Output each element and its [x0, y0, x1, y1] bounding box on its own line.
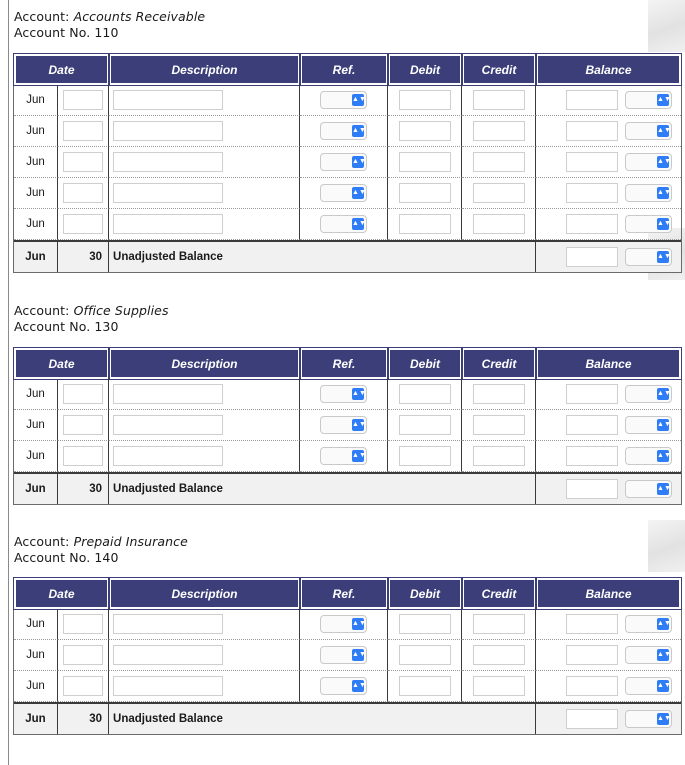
debit-input[interactable] [399, 446, 451, 466]
description-input[interactable] [113, 384, 223, 404]
total-balance-type-select[interactable] [625, 248, 672, 266]
credit-input[interactable] [473, 90, 525, 110]
balance-header: Balance [536, 578, 681, 609]
debit-header: Debit [388, 54, 462, 85]
day-input[interactable] [63, 446, 103, 466]
account-name-line [14, 303, 169, 319]
ledger-table [13, 347, 682, 505]
credit-header: Credit [462, 54, 536, 85]
total-month: Jun [14, 240, 58, 272]
account-name-line [14, 9, 205, 25]
ref-header: Ref. [300, 54, 388, 85]
background-decoration [648, 520, 685, 572]
table-row [14, 147, 681, 178]
balance-type-select[interactable] [625, 122, 672, 140]
date-header: Date [14, 348, 109, 379]
ref-select[interactable] [320, 153, 367, 171]
balance-input[interactable] [566, 676, 618, 696]
ref-select[interactable] [320, 385, 367, 403]
table-row [14, 379, 681, 410]
table-row [14, 209, 681, 240]
balance-type-select[interactable] [625, 646, 672, 664]
debit-input[interactable] [399, 90, 451, 110]
balance-input[interactable] [566, 152, 618, 172]
description-input[interactable] [113, 90, 223, 110]
chevron-updown-icon: ▲▼ [352, 218, 364, 230]
table-row [14, 116, 681, 147]
account-name: Accounts Receivable [73, 9, 206, 24]
date-header: Date [14, 54, 109, 85]
chevron-updown-icon: ▲▼ [657, 680, 669, 692]
table-row [14, 640, 681, 671]
balance-type-select[interactable] [625, 416, 672, 434]
balance-input[interactable] [566, 446, 618, 466]
ledger-header-row [14, 54, 681, 85]
month-cell: Jun [14, 671, 58, 702]
day-input[interactable] [63, 415, 103, 435]
month-cell: Jun [14, 379, 58, 410]
month-cell: Jun [14, 609, 58, 640]
balance-type-select[interactable] [625, 677, 672, 695]
chevron-updown-icon: ▲▼ [657, 713, 669, 725]
chevron-updown-icon: ▲▼ [657, 450, 669, 462]
ref-select[interactable] [320, 447, 367, 465]
chevron-updown-icon: ▲▼ [657, 388, 669, 400]
description-header: Description [109, 54, 300, 85]
credit-input[interactable] [473, 446, 525, 466]
month-cell: Jun [14, 441, 58, 472]
account-number: Account No. 110 [14, 25, 119, 40]
ref-header: Ref. [300, 348, 388, 379]
table-row [14, 178, 681, 209]
credit-header: Credit [462, 578, 536, 609]
day-input[interactable] [63, 645, 103, 665]
left-divider [8, 0, 9, 765]
credit-input[interactable] [473, 183, 525, 203]
description-input[interactable] [113, 121, 223, 141]
balance-type-select[interactable] [625, 215, 672, 233]
ledger-table [13, 577, 682, 735]
account-name: Prepaid Insurance [73, 534, 188, 549]
balance-input[interactable] [566, 614, 618, 634]
debit-input[interactable] [399, 676, 451, 696]
description-input[interactable] [113, 152, 223, 172]
ref-select[interactable] [320, 122, 367, 140]
day-input[interactable] [63, 121, 103, 141]
chevron-updown-icon: ▲▼ [657, 483, 669, 495]
ref-select[interactable] [320, 215, 367, 233]
chevron-updown-icon: ▲▼ [352, 187, 364, 199]
total-month: Jun [14, 702, 58, 734]
balance-type-select[interactable] [625, 447, 672, 465]
table-row [14, 609, 681, 640]
total-description: Unadjusted Balance [109, 240, 536, 272]
ref-select[interactable] [320, 184, 367, 202]
debit-input[interactable] [399, 183, 451, 203]
total-day: 30 [58, 702, 109, 734]
chevron-updown-icon: ▲▼ [657, 251, 669, 263]
total-description: Unadjusted Balance [109, 702, 536, 734]
chevron-updown-icon: ▲▼ [657, 419, 669, 431]
description-input[interactable] [113, 214, 223, 234]
chevron-updown-icon: ▲▼ [657, 156, 669, 168]
balance-input[interactable] [566, 415, 618, 435]
description-input[interactable] [113, 415, 223, 435]
total-balance-input[interactable] [566, 247, 618, 267]
description-input[interactable] [113, 614, 223, 634]
chevron-updown-icon: ▲▼ [352, 618, 364, 630]
account-header [14, 534, 188, 566]
month-cell: Jun [14, 116, 58, 147]
chevron-updown-icon: ▲▼ [352, 156, 364, 168]
chevron-updown-icon: ▲▼ [657, 649, 669, 661]
credit-input[interactable] [473, 676, 525, 696]
table-row [14, 671, 681, 702]
debit-input[interactable] [399, 121, 451, 141]
account-header [14, 9, 205, 41]
balance-header: Balance [536, 54, 681, 85]
account-name: Office Supplies [73, 303, 169, 318]
account-number: Account No. 130 [14, 319, 119, 334]
total-balance-input[interactable] [566, 479, 618, 499]
month-cell: Jun [14, 410, 58, 441]
total-month: Jun [14, 472, 58, 504]
account-number: Account No. 140 [14, 550, 119, 565]
day-input[interactable] [63, 183, 103, 203]
table-row [14, 441, 681, 472]
chevron-updown-icon: ▲▼ [352, 94, 364, 106]
ref-select[interactable] [320, 646, 367, 664]
chevron-updown-icon: ▲▼ [352, 419, 364, 431]
description-input[interactable] [113, 183, 223, 203]
total-balance-type-select[interactable] [625, 480, 672, 498]
chevron-updown-icon: ▲▼ [657, 94, 669, 106]
account-label: Account: [14, 9, 74, 24]
debit-input[interactable] [399, 614, 451, 634]
credit-input[interactable] [473, 645, 525, 665]
month-cell: Jun [14, 85, 58, 116]
debit-input[interactable] [399, 384, 451, 404]
total-row [14, 472, 681, 504]
balance-input[interactable] [566, 90, 618, 110]
description-header: Description [109, 578, 300, 609]
balance-input[interactable] [566, 384, 618, 404]
day-input[interactable] [63, 384, 103, 404]
total-balance-input[interactable] [566, 709, 618, 729]
balance-input[interactable] [566, 183, 618, 203]
table-row [14, 85, 681, 116]
debit-input[interactable] [399, 645, 451, 665]
chevron-updown-icon: ▲▼ [352, 450, 364, 462]
balance-type-select[interactable] [625, 184, 672, 202]
ref-header: Ref. [300, 578, 388, 609]
credit-input[interactable] [473, 152, 525, 172]
total-description: Unadjusted Balance [109, 472, 536, 504]
month-cell: Jun [14, 209, 58, 240]
description-header: Description [109, 348, 300, 379]
credit-input[interactable] [473, 214, 525, 234]
balance-type-select[interactable] [625, 385, 672, 403]
balance-input[interactable] [566, 121, 618, 141]
ref-select[interactable] [320, 91, 367, 109]
chevron-updown-icon: ▲▼ [352, 680, 364, 692]
total-row [14, 702, 681, 734]
balance-input[interactable] [566, 645, 618, 665]
account-header [14, 303, 169, 335]
chevron-updown-icon: ▲▼ [657, 618, 669, 630]
ledger-table [13, 53, 682, 273]
account-label: Account: [14, 534, 74, 549]
table-row [14, 410, 681, 441]
day-input[interactable] [63, 214, 103, 234]
month-cell: Jun [14, 640, 58, 671]
credit-input[interactable] [473, 384, 525, 404]
month-cell: Jun [14, 178, 58, 209]
total-balance-type-select[interactable] [625, 710, 672, 728]
credit-input[interactable] [473, 614, 525, 634]
account-label: Account: [14, 303, 74, 318]
debit-header: Debit [388, 348, 462, 379]
month-cell: Jun [14, 147, 58, 178]
balance-type-select[interactable] [625, 153, 672, 171]
total-day: 30 [58, 472, 109, 504]
account-name-line [14, 534, 188, 550]
balance-header: Balance [536, 348, 681, 379]
chevron-updown-icon: ▲▼ [657, 125, 669, 137]
chevron-updown-icon: ▲▼ [352, 649, 364, 661]
balance-input[interactable] [566, 214, 618, 234]
balance-type-select[interactable] [625, 91, 672, 109]
chevron-updown-icon: ▲▼ [657, 187, 669, 199]
description-input[interactable] [113, 645, 223, 665]
chevron-updown-icon: ▲▼ [352, 388, 364, 400]
day-input[interactable] [63, 614, 103, 634]
description-input[interactable] [113, 676, 223, 696]
credit-input[interactable] [473, 415, 525, 435]
credit-header: Credit [462, 348, 536, 379]
day-input[interactable] [63, 90, 103, 110]
total-row [14, 240, 681, 272]
debit-input[interactable] [399, 214, 451, 234]
ref-select[interactable] [320, 416, 367, 434]
date-header: Date [14, 578, 109, 609]
debit-header: Debit [388, 578, 462, 609]
debit-input[interactable] [399, 415, 451, 435]
debit-input[interactable] [399, 152, 451, 172]
description-input[interactable] [113, 446, 223, 466]
ledger-header-row [14, 348, 681, 379]
background-decoration [648, 0, 685, 52]
credit-input[interactable] [473, 121, 525, 141]
chevron-updown-icon: ▲▼ [657, 218, 669, 230]
day-input[interactable] [63, 676, 103, 696]
ref-select[interactable] [320, 677, 367, 695]
total-day: 30 [58, 240, 109, 272]
balance-type-select[interactable] [625, 615, 672, 633]
ref-select[interactable] [320, 615, 367, 633]
ledger-header-row [14, 578, 681, 609]
chevron-updown-icon: ▲▼ [352, 125, 364, 137]
day-input[interactable] [63, 152, 103, 172]
